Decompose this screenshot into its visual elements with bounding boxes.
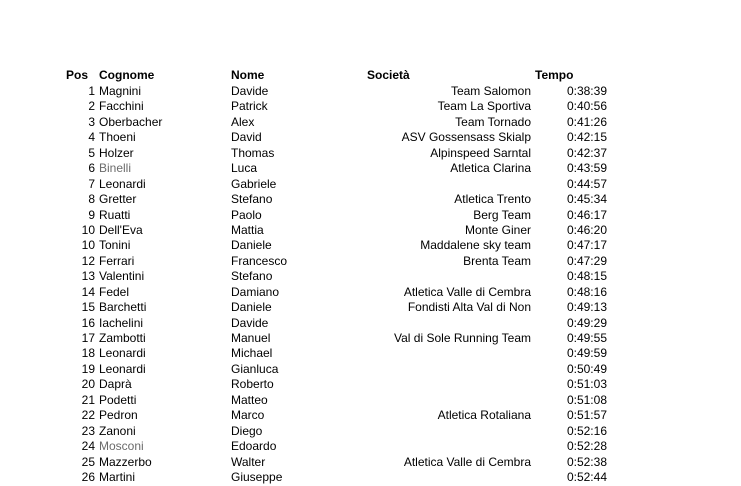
pos-cell: 2 — [88, 99, 95, 114]
societa-cell: Berg Team — [473, 207, 531, 222]
table-row — [0, 362, 741, 377]
tempo-cell: 0:49:55 — [566, 331, 607, 345]
nome-cell: Francesco — [231, 253, 288, 268]
table-row — [0, 238, 741, 253]
tempo-cell: 0:52:16 — [566, 423, 607, 438]
cognome-cell: Ruatti — [99, 207, 131, 222]
pos-cell: 21 — [81, 392, 95, 407]
tempo-cell: 0:44:57 — [566, 176, 607, 191]
pos-cell: 4 — [88, 130, 95, 145]
pos-cell: 6 — [88, 161, 95, 176]
societa-cell: Atletica Trento — [454, 192, 531, 207]
pos-cell: 25 — [81, 454, 95, 469]
nome-cell: Davide — [231, 84, 269, 98]
nome-cell: Thomas — [231, 145, 275, 160]
table-row — [0, 346, 741, 361]
pos-cell: 3 — [88, 114, 95, 129]
nome-cell: Davide — [231, 315, 269, 330]
pos-cell: 10 — [81, 222, 95, 237]
pos-cell: 13 — [81, 269, 95, 284]
cognome-cell: Zambotti — [99, 331, 146, 345]
table-row — [0, 223, 741, 238]
tempo-cell: 0:43:59 — [566, 161, 607, 176]
nome-cell: Matteo — [231, 392, 268, 407]
cognome-cell: Ferrari — [99, 253, 135, 268]
table-header — [0, 68, 741, 83]
tempo-cell: 0:42:37 — [566, 145, 607, 160]
tempo-cell: 0:49:59 — [566, 346, 607, 361]
table-row — [0, 269, 741, 284]
tempo-cell: 0:45:34 — [566, 192, 607, 207]
tempo-cell: 0:46:17 — [566, 207, 607, 222]
pos-cell: 19 — [81, 361, 95, 376]
table-row — [0, 208, 741, 223]
tempo-cell: 0:51:08 — [566, 392, 607, 407]
cognome-cell: Thoeni — [99, 130, 136, 145]
cognome-cell: Martini — [99, 469, 136, 484]
tempo-cell: 0:40:56 — [566, 99, 607, 114]
nome-cell: Daniele — [231, 238, 272, 253]
cognome-cell: Holzer — [99, 145, 134, 160]
cognome-cell: Pedron — [99, 408, 138, 423]
cognome-cell: Valentini — [99, 269, 145, 284]
tempo-cell: 0:52:44 — [566, 469, 607, 484]
nome-cell: Michael — [231, 346, 273, 361]
nome-cell: Roberto — [231, 377, 274, 392]
societa-cell: Monte Giner — [464, 222, 531, 237]
table-row — [0, 316, 741, 331]
results-table — [0, 84, 741, 485]
tempo-cell: 0:49:29 — [566, 315, 607, 330]
nome-cell: Gianluca — [231, 361, 279, 376]
pos-cell: 10 — [81, 238, 95, 253]
pos-cell: 14 — [81, 284, 95, 299]
tempo-cell: 0:47:17 — [566, 238, 607, 253]
cognome-cell: Tonini — [99, 238, 131, 253]
nome-cell: Mattia — [231, 222, 264, 237]
societa-cell: ASV Gossensass Skialp — [401, 130, 531, 145]
nome-cell: Walter — [231, 454, 266, 469]
nome-cell: Daniele — [231, 300, 272, 315]
societa-cell: Team La Sportiva — [437, 99, 531, 114]
pos-cell: 7 — [88, 176, 95, 191]
societa-cell: Fondisti Alta Val di Non — [407, 300, 531, 315]
pos-cell: 12 — [81, 253, 95, 268]
pos-cell: 17 — [81, 331, 95, 345]
nome-cell: Gabriele — [231, 176, 277, 191]
tempo-cell: 0:52:38 — [566, 454, 607, 469]
header-societa: Società — [367, 68, 410, 82]
tempo-cell: 0:42:15 — [566, 130, 607, 145]
cognome-cell: Leonardi — [99, 346, 146, 361]
societa-cell: Maddalene sky team — [420, 238, 531, 253]
table-row — [0, 285, 741, 300]
cognome-cell: Mosconi — [99, 439, 144, 454]
nome-cell: Alex — [231, 114, 255, 129]
table-row — [0, 192, 741, 207]
tempo-cell: 0:46:20 — [566, 222, 607, 237]
cognome-cell: Gretter — [99, 192, 137, 207]
table-row — [0, 377, 741, 392]
tempo-cell: 0:51:03 — [566, 377, 607, 392]
pos-cell: 26 — [81, 469, 95, 484]
tempo-cell: 0:48:15 — [566, 269, 607, 284]
table-row — [0, 177, 741, 192]
pos-cell: 16 — [81, 315, 95, 330]
table-row — [0, 439, 741, 454]
pos-cell: 5 — [88, 145, 95, 160]
pos-cell: 8 — [88, 192, 95, 207]
nome-cell: Giuseppe — [231, 469, 283, 484]
pos-cell: 20 — [81, 377, 95, 392]
cognome-cell: Binelli — [99, 161, 132, 176]
pos-cell: 23 — [81, 423, 95, 438]
tempo-cell: 0:49:13 — [566, 300, 607, 315]
cognome-cell: Fedel — [99, 284, 130, 299]
nome-cell: Patrick — [231, 99, 268, 114]
nome-cell: Manuel — [231, 331, 271, 345]
cognome-cell: Facchini — [99, 99, 144, 114]
table-row — [0, 161, 741, 176]
table-row — [0, 408, 741, 423]
pos-cell: 15 — [81, 300, 95, 315]
nome-cell: Damiano — [231, 284, 280, 299]
societa-cell: Brenta Team — [463, 253, 531, 268]
societa-cell: Alpinspeed Sarntal — [430, 145, 531, 160]
tempo-cell: 0:47:29 — [566, 253, 607, 268]
tempo-cell: 0:38:39 — [566, 84, 607, 98]
cognome-cell: Iachelini — [99, 315, 144, 330]
cognome-cell: Leonardi — [99, 176, 146, 191]
table-row — [0, 393, 741, 408]
societa-cell: Atletica Valle di Cembra — [403, 454, 531, 469]
tempo-cell: 0:48:16 — [566, 284, 607, 299]
nome-cell: Marco — [231, 408, 265, 423]
societa-cell: Team Tornado — [455, 114, 531, 129]
cognome-cell: Daprà — [99, 377, 132, 392]
table-row — [0, 84, 741, 99]
table-row — [0, 146, 741, 161]
tempo-cell: 0:52:28 — [566, 439, 607, 454]
table-row — [0, 300, 741, 315]
pos-cell: 22 — [81, 408, 95, 423]
tempo-cell: 0:51:57 — [566, 408, 607, 423]
cognome-cell: Mazzerbo — [99, 454, 152, 469]
cognome-cell: Magnini — [99, 84, 142, 98]
header-nome: Nome — [231, 68, 265, 82]
nome-cell: David — [231, 130, 262, 145]
table-row — [0, 424, 741, 439]
cognome-cell: Dell'Eva — [99, 222, 143, 237]
table-row — [0, 130, 741, 145]
nome-cell: Stefano — [231, 192, 273, 207]
pos-cell: 24 — [81, 439, 95, 454]
societa-cell: Atletica Clarina — [450, 161, 531, 176]
table-row — [0, 115, 741, 130]
table-row — [0, 455, 741, 470]
table-row — [0, 331, 741, 346]
table-row — [0, 254, 741, 269]
pos-cell: 1 — [88, 84, 95, 98]
cognome-cell: Barchetti — [99, 300, 147, 315]
nome-cell: Diego — [231, 423, 263, 438]
header-cognome: Cognome — [99, 68, 155, 82]
nome-cell: Edoardo — [231, 439, 277, 454]
nome-cell: Luca — [231, 161, 258, 176]
cognome-cell: Leonardi — [99, 361, 146, 376]
societa-cell: Team Salomon — [450, 84, 531, 98]
table-row — [0, 470, 741, 485]
header-pos: Pos — [66, 68, 89, 82]
tempo-cell: 0:41:26 — [566, 114, 607, 129]
cognome-cell: Podetti — [99, 392, 137, 407]
tempo-cell: 0:50:49 — [566, 361, 607, 376]
societa-cell: Atletica Rotaliana — [437, 408, 531, 423]
societa-cell: Val di Sole Running Team — [394, 331, 531, 345]
pos-cell: 9 — [88, 207, 95, 222]
societa-cell: Atletica Valle di Cembra — [403, 284, 531, 299]
nome-cell: Stefano — [231, 269, 273, 284]
nome-cell: Paolo — [231, 207, 262, 222]
table-row — [0, 99, 741, 114]
pos-cell: 18 — [81, 346, 95, 361]
cognome-cell: Oberbacher — [99, 114, 163, 129]
cognome-cell: Zanoni — [99, 423, 136, 438]
header-tempo: Tempo — [535, 68, 574, 82]
